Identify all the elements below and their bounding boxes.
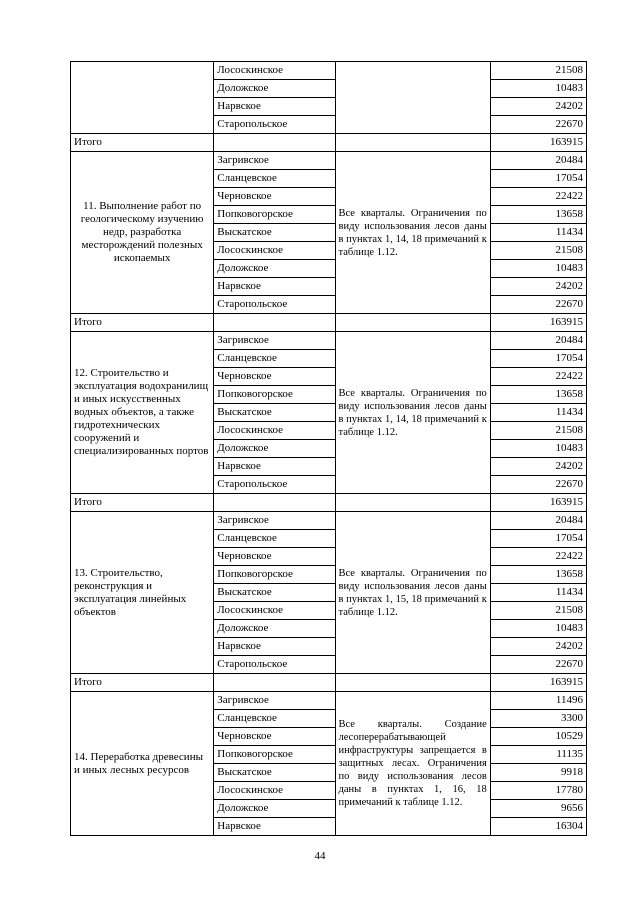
activity-cell: 11. Выполнение работ по геологическому изучению недр, разработка месторождений полезных ископаемых xyxy=(71,152,214,314)
area-cell: 16304 xyxy=(490,818,586,836)
area-cell: 20484 xyxy=(490,332,586,350)
area-cell: 9656 xyxy=(490,800,586,818)
total-row xyxy=(71,314,587,332)
forestry-cell: Черновское xyxy=(214,548,335,566)
forestry-cell: Загривское xyxy=(214,152,335,170)
forestry-cell: Доложское xyxy=(214,80,335,98)
area-cell: 3300 xyxy=(490,710,586,728)
note-cell: Все кварталы. Создание лесоперерабатывающей инфраструктуры запрещается в защитных лесах. Ограничения по виду использования лесов даны в пунктах 1, 16, 18 примечаний к таблице 1.12. xyxy=(335,692,490,836)
forestry-cell: Попковогорское xyxy=(214,386,335,404)
forest-use-table xyxy=(70,61,587,836)
area-cell: 13658 xyxy=(490,566,586,584)
forestry-cell: Доложское xyxy=(214,260,335,278)
forestry-cell: Сланцевское xyxy=(214,170,335,188)
area-cell: 17054 xyxy=(490,350,586,368)
forestry-cell: Старопольское xyxy=(214,476,335,494)
area-cell: 11496 xyxy=(490,692,586,710)
area-cell: 17054 xyxy=(490,170,586,188)
area-cell: 13658 xyxy=(490,386,586,404)
forestry-cell: Нарвское xyxy=(214,98,335,116)
area-cell: 10483 xyxy=(490,440,586,458)
area-cell: 24202 xyxy=(490,638,586,656)
activity-cell-continued xyxy=(71,62,214,134)
note-cell: Все кварталы. Ограничения по виду использования лесов даны в пунктах 1, 15, 18 примечаний к таблице 1.12. xyxy=(335,512,490,674)
total-value: 163915 xyxy=(490,674,586,692)
table-row xyxy=(71,152,587,170)
total-value: 163915 xyxy=(490,134,586,152)
note-cell: Все кварталы. Ограничения по виду использования лесов даны в пунктах 1, 14, 18 примечаний к таблице 1.12. xyxy=(335,152,490,314)
forestry-cell: Загривское xyxy=(214,692,335,710)
forestry-cell: Лососкинское xyxy=(214,782,335,800)
total-label: Итого xyxy=(71,674,214,692)
area-cell: 10483 xyxy=(490,620,586,638)
forestry-cell: Сланцевское xyxy=(214,530,335,548)
forestry-cell: Черновское xyxy=(214,728,335,746)
forestry-cell: Доложское xyxy=(214,440,335,458)
area-cell: 24202 xyxy=(490,458,586,476)
area-cell: 20484 xyxy=(490,152,586,170)
area-cell: 21508 xyxy=(490,62,586,80)
forestry-cell: Доложское xyxy=(214,620,335,638)
area-cell: 24202 xyxy=(490,278,586,296)
area-cell: 21508 xyxy=(490,422,586,440)
area-cell: 22670 xyxy=(490,476,586,494)
area-cell: 17054 xyxy=(490,530,586,548)
note-cell: Все кварталы. Ограничения по виду использования лесов даны в пунктах 1, 14, 18 примечаний к таблице 1.12. xyxy=(335,332,490,494)
forestry-cell: Черновское xyxy=(214,188,335,206)
forestry-cell: Выскатское xyxy=(214,404,335,422)
total-row xyxy=(71,134,587,152)
area-cell: 11434 xyxy=(490,584,586,602)
area-cell: 11434 xyxy=(490,404,586,422)
forestry-cell: Выскатское xyxy=(214,584,335,602)
forestry-cell: Сланцевское xyxy=(214,350,335,368)
forestry-cell: Сланцевское xyxy=(214,710,335,728)
area-cell: 10483 xyxy=(490,80,586,98)
table-row xyxy=(71,62,587,80)
forestry-cell: Лососкинское xyxy=(214,242,335,260)
table-row xyxy=(71,692,587,710)
forestry-cell: Нарвское xyxy=(214,638,335,656)
forestry-cell: Выскатское xyxy=(214,764,335,782)
area-cell: 13658 xyxy=(490,206,586,224)
activity-cell: 13. Строительство, реконструкция и эксплуатация линейных объектов xyxy=(71,512,214,674)
total-value: 163915 xyxy=(490,314,586,332)
page-number: 44 xyxy=(314,850,326,862)
forestry-cell: Нарвское xyxy=(214,818,335,836)
area-cell: 17780 xyxy=(490,782,586,800)
total-row xyxy=(71,494,587,512)
forestry-cell: Лососкинское xyxy=(214,602,335,620)
forestry-cell: Попковогорское xyxy=(214,206,335,224)
forestry-cell: Лососкинское xyxy=(214,422,335,440)
forestry-cell: Попковогорское xyxy=(214,746,335,764)
forestry-cell: Выскатское xyxy=(214,224,335,242)
forestry-cell: Черновское xyxy=(214,368,335,386)
activity-cell: 12. Строительство и эксплуатация водохранилищ и иных искусственных водных объектов, а также гидротехнических сооружений и специализированных портов xyxy=(71,332,214,494)
forestry-cell: Загривское xyxy=(214,332,335,350)
area-cell: 10529 xyxy=(490,728,586,746)
area-cell: 10483 xyxy=(490,260,586,278)
area-cell: 22422 xyxy=(490,368,586,386)
forestry-cell: Нарвское xyxy=(214,458,335,476)
total-row xyxy=(71,674,587,692)
forestry-cell: Старопольское xyxy=(214,116,335,134)
total-value: 163915 xyxy=(490,494,586,512)
forestry-cell: Доложское xyxy=(214,800,335,818)
area-cell: 22670 xyxy=(490,296,586,314)
area-cell: 11434 xyxy=(490,224,586,242)
forestry-cell: Попковогорское xyxy=(214,566,335,584)
total-label: Итого xyxy=(71,494,214,512)
area-cell: 21508 xyxy=(490,242,586,260)
area-cell: 11135 xyxy=(490,746,586,764)
forestry-cell: Старопольское xyxy=(214,296,335,314)
forestry-cell: Загривское xyxy=(214,512,335,530)
note-cell-continued xyxy=(335,62,490,134)
area-cell: 24202 xyxy=(490,98,586,116)
area-cell: 9918 xyxy=(490,764,586,782)
table-row xyxy=(71,512,587,530)
activity-cell: 14. Переработка древесины и иных лесных ресурсов xyxy=(71,692,214,836)
forestry-cell: Нарвское xyxy=(214,278,335,296)
area-cell: 20484 xyxy=(490,512,586,530)
area-cell: 22422 xyxy=(490,548,586,566)
total-label: Итого xyxy=(71,314,214,332)
table-row xyxy=(71,332,587,350)
area-cell: 22670 xyxy=(490,656,586,674)
forestry-cell: Лососкинское xyxy=(214,62,335,80)
area-cell: 21508 xyxy=(490,602,586,620)
forestry-cell: Старопольское xyxy=(214,656,335,674)
area-cell: 22670 xyxy=(490,116,586,134)
total-label: Итого xyxy=(71,134,214,152)
area-cell: 22422 xyxy=(490,188,586,206)
